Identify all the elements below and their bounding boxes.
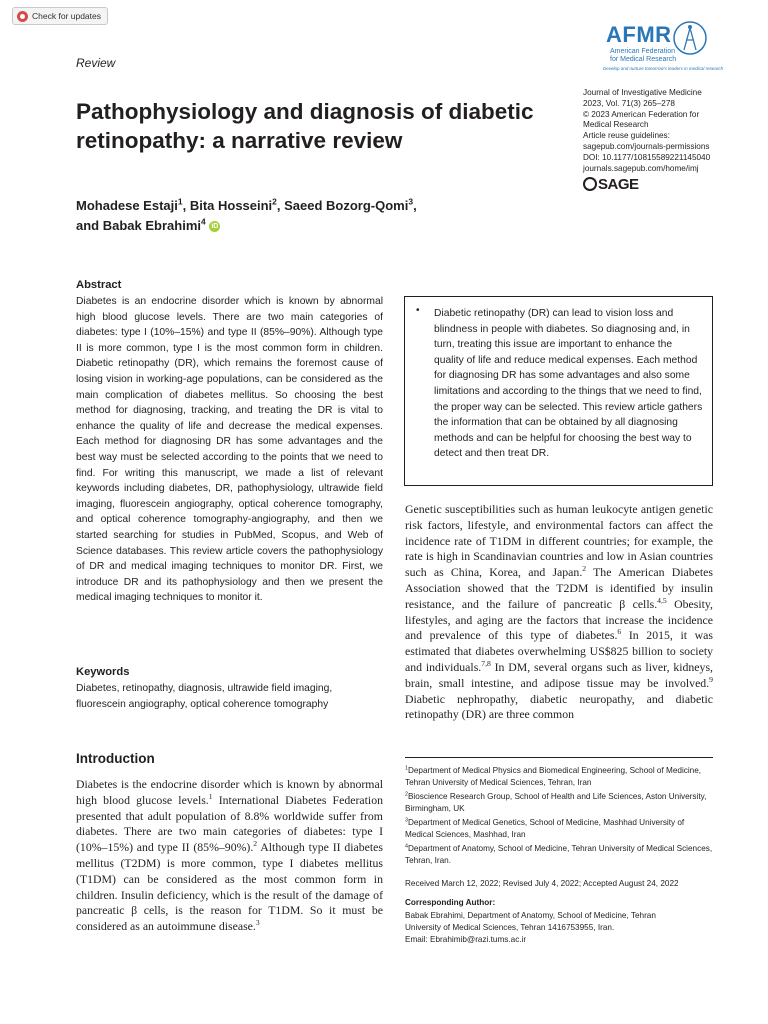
permissions-link[interactable]: sagepub.com/journals-permissions [583, 141, 710, 151]
corresponding-author: Babak Ebrahimi, Department of Anatomy, School of Medicine, Tehran University of Medical Sciences, Tehran 1416753955, Iran. Email: Ebrahimib@razi.tums.ac.ir [405, 910, 713, 946]
body-text-right: Genetic susceptibilities such as human leukocyte antigen genetic risk factors, lifestyle, and environmental factors can affect the incidence rate of T1DM in different countries; for example, the rate is high in Scandinavian countries and low in Asian countries such as China, Korea, and Japan.$^2$ The American Diabetes Association showed that the T2DM is identified by insulin resistance, and the failure of pancreatic β cells.$^{4,5}$ Obesity, lifestyles, and aging are the factors that increase the incidence and prevalence of this type of diabetes.$^6$ In 2015, it was estimated that diabetes overwhelming US$825 billion to society and individuals.$^{7,8}$ In DM, several organs such as liver, kidneys, brain, small intestine, and adipose tissue may be involved.$^9$ Diabetic nephropathy, diabetic neuropathy, and diabetic retinopathy (DR) are three common [405, 502, 713, 722]
orcid-icon[interactable]: iD [211, 223, 219, 231]
footnote-divider [405, 757, 713, 758]
journal-homepage-link[interactable]: journals.sagepub.com/home/imj [583, 163, 699, 173]
author-name[interactable]: Saeed Bozorg-Qomi [284, 198, 409, 213]
afmr-logo-subtitle: American Federation for Medical Research [610, 48, 677, 63]
afmr-logo-tagline: Develop and nurture tomorrow's leaders in medical research [603, 66, 724, 71]
journal-name: Journal of Investigative Medicine [583, 88, 702, 97]
article-type: Review [76, 56, 116, 70]
sage-s-icon [583, 177, 597, 191]
citation-link[interactable]: 1 [208, 791, 213, 801]
journal-meta [583, 88, 753, 174]
copyright: © 2023 American Federation for [583, 109, 700, 119]
article-title: Pathophysiology and diagnosis of diabetic retinopathy: a narrative review [76, 99, 534, 153]
affiliation-item: $^2$Bioscience Research Group, School of Health and Life Sciences, Aston University, Birmingham, UK [405, 791, 707, 813]
journal-volume: 2023, Vol. 71(3) 265–278 [583, 98, 675, 108]
affiliations [405, 765, 713, 869]
abstract-heading: Abstract [76, 279, 122, 291]
copyright-holder: Medical Research [583, 120, 649, 130]
bullet-icon: • [416, 305, 420, 316]
author-list: Mohadese Estaji$^1$, Bita Hosseini$^2$, Saeed Bozorg-Qomi$^3$, and Babak Ebrahimi$^4$ iD [76, 196, 417, 233]
abstract-text: Diabetes is an endocrine disorder which is known by abnormal high blood glucose levels. There are two main categories of diabetes: type I (10%–15%) and type II (85%–90%). Although type II is more common, type I is the most common form in children. Diabetic retinopathy (DR), which remains the foremost cause of losing vision in working-age populations, can be considered as the main complication of diabetes mellitus. So choosing the best method for diagnosing, tracking, and treating the DR is vital to enhance the quality of life and decrease the medical expenses. Each method for diagnosing DR has some advantages and the best way must be selected according to the points that we need to find. For writing this manuscript, we made a list of relevant keywords including diabetes, DR, pathophysiology, ultrawide field imaging, fluorescein angiography, optical coherence tomography, and optical coherence tomography-angiography, and then we started searching for studies in PubMed, Scopus, and Web of Science databases. This review article covers the pathophysiology of DR and medical imaging techniques to monitor DR. First, we introduce DR and its pathophysiology and then we present the medical imaging techniques to monitor it. [76, 296, 383, 604]
citation-link[interactable]: 4,5 [657, 595, 667, 605]
citation-link[interactable]: 3 [255, 918, 260, 928]
introduction-text: Diabetes is the endocrine disorder which is known by abnormal high blood glucose levels.$^1$ International Diabetes Federation presented that adult population of 8.8% worldwide suffer from diabetes. There are two main categories of diabetes: type I (10%–15%) and type II (85%–90%).$^2$ Although type II diabetes mellitus (T2DM) is more common, type I diabetes mellitus (T1DM) can be considered as the most common form in children. Insulin deficiency, which is the result of the damage of pancreatic β cells, is the reason for T1DM. So it must be considered as an autoimmune disease.$^3$ [76, 777, 383, 934]
check-for-updates-button[interactable] [12, 7, 108, 25]
keywords-text: Diabetes, retinopathy, diagnosis, ultrawide field imaging, fluorescein angiography, optical coherence tomography [76, 683, 333, 710]
crossmark-icon [17, 11, 28, 22]
sage-logo: SAGE [583, 176, 639, 193]
citation-link[interactable]: 6 [617, 627, 622, 637]
author-name[interactable]: Babak Ebrahimi [102, 218, 202, 233]
affiliation-item: $^4$Department of Anatomy, School of Medicine, Tehran University of Medical Sciences, Tehran, Iran. [405, 843, 713, 865]
citation-link[interactable]: 2 [582, 564, 587, 574]
affiliation-item: $^3$Department of Medical Genetics, School of Medicine, Mashhad University of Medical Sciences, Mashhad, Iran [405, 817, 685, 839]
received-dates: Received March 12, 2022; Revised July 4, 2022; Accepted August 24, 2022 [405, 879, 679, 888]
email-link[interactable]: Email: Ebrahimib@razi.tums.ac.ir [405, 935, 527, 944]
author-name[interactable]: Mohadese Estaji [76, 198, 178, 213]
affiliation-item: $^1$Department of Medical Physics and Biomedical Engineering, School of Medicine, Tehran University of Medical Sciences, Tehran, Iran [405, 765, 702, 787]
reuse-label: Article reuse guidelines: [583, 131, 670, 141]
author-name[interactable]: Bita Hosseini [189, 198, 273, 213]
check-for-updates-label: Check for updates [32, 11, 101, 21]
citation-link[interactable]: 7,8 [481, 659, 491, 669]
introduction-heading: Introduction [76, 751, 155, 766]
corresponding-author-heading: Corresponding Author: [405, 898, 496, 907]
citation-link[interactable]: 9 [709, 674, 713, 684]
afmr-logo-text: AFMR [606, 22, 672, 47]
highlights-text: Diabetic retinopathy (DR) can lead to vision loss and blindness in people with diabetes. So diagnosing and, in turn, treating this issue are important to enhance the quality of life and reduce medical expenses. Each method for diagnosing DR has some advantages and also some limitations and according to the things that we need to find, the proper way can be selected. This review article gathers the information that can be obtained by all diagnosing methods and can be helpful for choosing the best way to detect and then treat DR. [434, 308, 703, 460]
keywords-heading: Keywords [76, 666, 130, 678]
doi-link[interactable]: DOI: 10.1177/10815589221145040 [583, 152, 711, 162]
citation-link[interactable]: 2 [253, 839, 258, 849]
